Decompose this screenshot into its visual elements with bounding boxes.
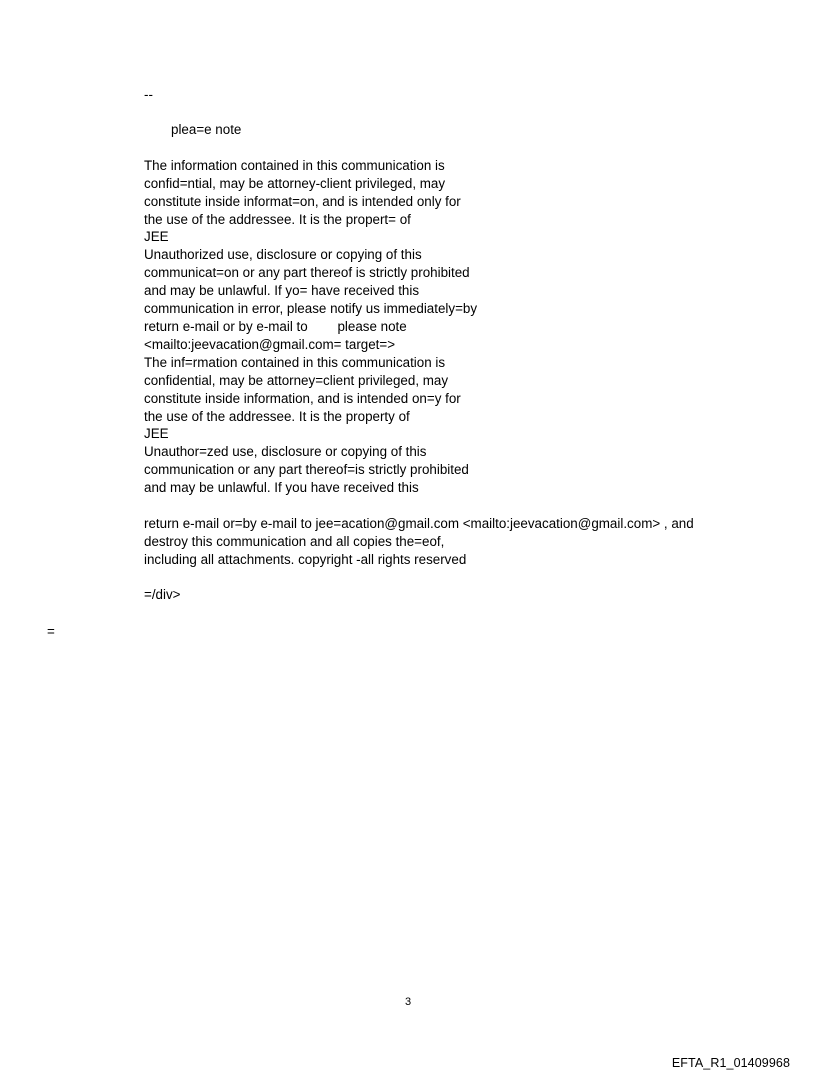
text-line: the use of the addressee. It is the property of — [144, 409, 410, 424]
text-line: confid=ntial, may be attorney-client privileged, may — [144, 176, 446, 191]
please-note-line: plea=e note — [171, 122, 242, 137]
text-line: Unauthorized use, disclosure or copying of this — [144, 247, 422, 262]
text-line: constitute inside information, and is intended on=y for — [144, 391, 461, 406]
page-number: 3 — [404, 996, 412, 1008]
text-line: the use of the addressee. It is the propert= of — [144, 212, 411, 227]
text-line: The inf=rmation contained in this communication is — [144, 355, 446, 370]
text-line: and may be unlawful. If you have received this — [144, 480, 419, 495]
text-line: Unauthor=zed use, disclosure or copying of this — [144, 444, 427, 459]
text-line: return e-mail or by e-mail to please note — [144, 319, 407, 334]
text-line: communicat=on or any part thereof is strictly prohibited — [144, 265, 470, 280]
text-line: constitute inside informat=on, and is intended only for — [144, 194, 461, 209]
text-line: JEE — [144, 426, 169, 441]
text-line: communication in error, please notify us immediately=by — [144, 301, 478, 316]
text-line: return e-mail or=by e-mail to jee=acation@gmail.com <mailto:jeevacation@gmail.com> , and — [144, 516, 694, 531]
text-line: <mailto:jeevacation@gmail.com= target=> — [144, 337, 396, 352]
dash-separator: -- — [144, 87, 153, 102]
closing-div-text: =/div> — [144, 587, 181, 602]
text-line: including all attachments. copyright -all rights reserved — [144, 552, 467, 567]
text-line: confidential, may be attorney=client privileged, may — [144, 373, 449, 388]
text-line: destroy this communication and all copies the=eof, — [144, 534, 445, 549]
text-line: The information contained in this communication is — [144, 158, 445, 173]
text-line: communication or any part thereof=is strictly prohibited — [144, 462, 469, 477]
text-line: JEE — [144, 229, 169, 244]
stray-equals: = — [47, 624, 55, 639]
text-line: and may be unlawful. If yo= have received this — [144, 283, 420, 298]
document-id: EFTA_R1_01409968 — [671, 1056, 790, 1070]
